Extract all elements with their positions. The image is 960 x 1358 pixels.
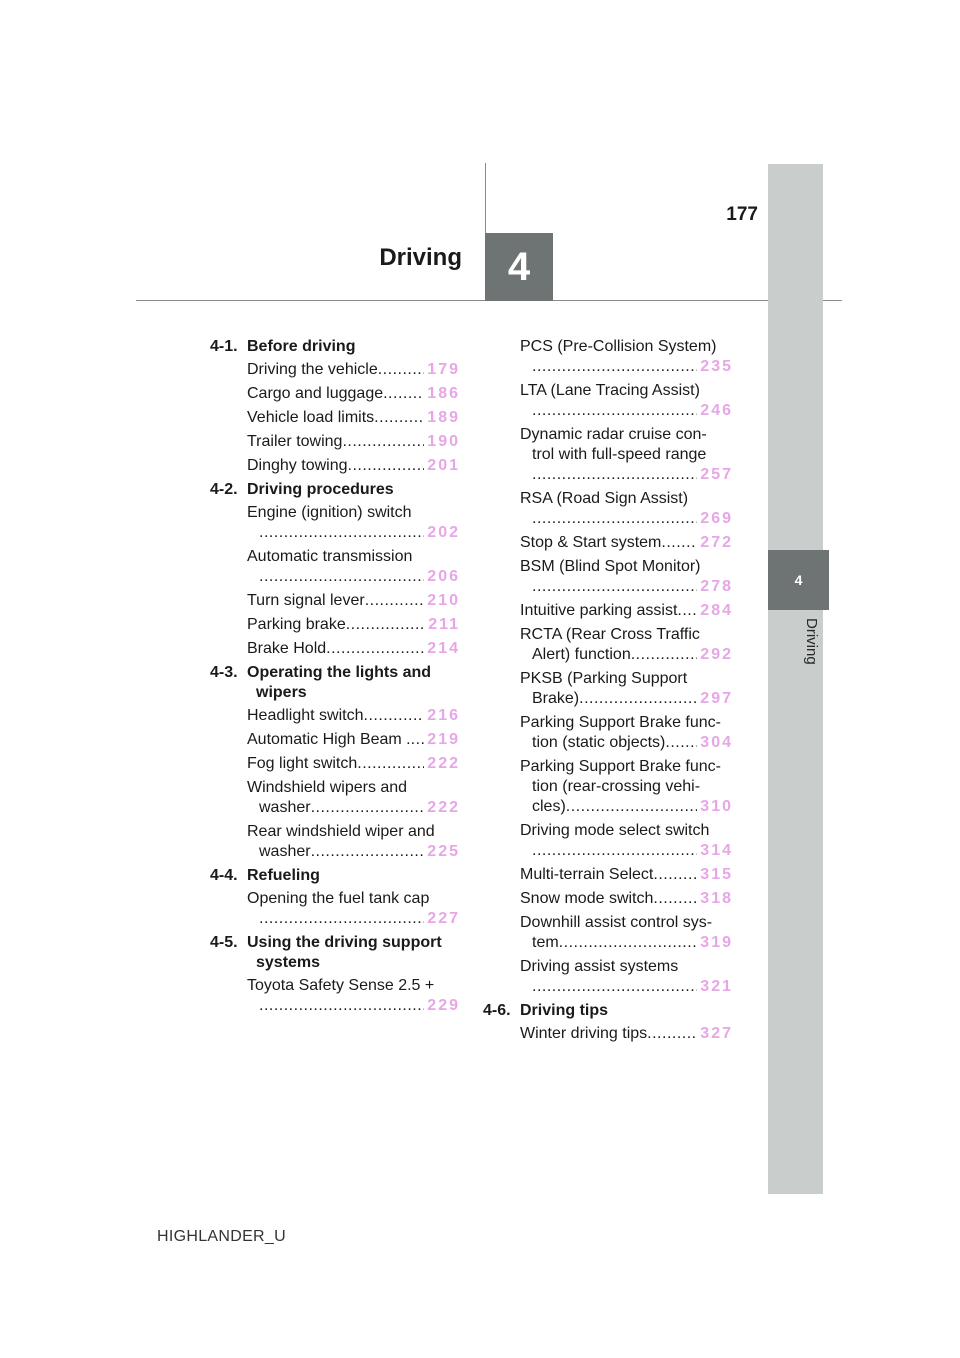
- toc-entry[interactable]: [483, 601, 733, 621]
- entry-leader-row: [520, 689, 733, 709]
- page-reference[interactable]: 219: [427, 731, 460, 748]
- entry-leader-row: [520, 889, 733, 909]
- entry-title-line: cles): [532, 798, 566, 815]
- page-reference[interactable]: 190: [427, 433, 460, 450]
- leader-dots: [532, 509, 697, 529]
- page-reference[interactable]: 310: [700, 798, 733, 815]
- entry-leader-row: [520, 865, 733, 885]
- toc-entry[interactable]: [483, 669, 733, 709]
- leader-dots: [383, 384, 424, 404]
- entry-title-line: PCS (Pre-Collision System): [520, 338, 717, 355]
- leader-dots: [378, 360, 425, 380]
- entry-leader-row: [247, 591, 460, 611]
- page-reference[interactable]: 211: [428, 616, 460, 633]
- chapter-title: Driving: [379, 244, 462, 271]
- entry-leader-row: [520, 797, 733, 817]
- section-number: 4-4.: [210, 867, 238, 884]
- toc-entry[interactable]: [210, 456, 460, 476]
- entry-title-line: Driving mode select switch: [520, 822, 710, 839]
- section-title: [247, 933, 460, 973]
- section-title: [247, 663, 460, 703]
- page-reference[interactable]: 186: [427, 385, 460, 402]
- entry-title-line: Intuitive parking assist: [520, 602, 678, 619]
- section-number: 4-6.: [483, 1002, 511, 1019]
- leader-dots: [665, 733, 697, 753]
- leader-dots: [259, 909, 424, 929]
- leader-dots: [653, 889, 697, 909]
- leader-dots: [311, 798, 425, 818]
- entry-title-line: tion (rear-crossing vehi-: [532, 778, 701, 795]
- entry-leader-row: [247, 909, 460, 929]
- entry-leader-row: [247, 384, 460, 404]
- leader-dots: [566, 797, 698, 817]
- leader-dots: [259, 996, 424, 1016]
- toc-entry[interactable]: [483, 425, 733, 485]
- page-reference[interactable]: 246: [700, 402, 733, 419]
- page-reference[interactable]: 257: [700, 466, 733, 483]
- leader-dots: [346, 615, 425, 635]
- section-title-line: Operating the lights and: [247, 664, 432, 681]
- entry-title-line: Parking Support Brake func-: [520, 758, 721, 775]
- toc-entry[interactable]: [210, 503, 460, 543]
- entry-leader-row: [247, 706, 460, 726]
- toc-entry[interactable]: [210, 615, 460, 635]
- page-reference[interactable]: 229: [427, 997, 460, 1014]
- entry-title-line: Rear windshield wiper and: [247, 823, 435, 840]
- leader-dots: [348, 456, 425, 476]
- leader-dots: [532, 577, 697, 597]
- toc-entry[interactable]: [483, 913, 733, 953]
- page-reference[interactable]: 214: [427, 640, 460, 657]
- leader-dots: [532, 841, 697, 861]
- section-title-line: Refueling: [247, 867, 320, 884]
- leader-dots: [311, 842, 425, 862]
- toc-section-heading: [483, 1001, 733, 1021]
- entry-title-line: Alert) function: [532, 646, 631, 663]
- leader-dots: [342, 432, 424, 452]
- leader-dots: [364, 706, 425, 726]
- entry-title-line: PKSB (Parking Support: [520, 670, 688, 687]
- entry-title-line: Headlight switch: [247, 707, 364, 724]
- toc-entry[interactable]: [483, 865, 733, 885]
- entry-leader-row: [520, 933, 733, 953]
- page-reference[interactable]: 179: [427, 361, 460, 378]
- toc-entry[interactable]: [210, 639, 460, 659]
- toc-section-heading: [210, 480, 460, 500]
- toc-entry[interactable]: [210, 360, 460, 380]
- leader-dots: [653, 865, 697, 885]
- toc-entry[interactable]: [210, 889, 460, 929]
- entry-leader-row: [520, 465, 733, 485]
- page-reference[interactable]: 278: [700, 578, 733, 595]
- page-reference[interactable]: 304: [700, 734, 733, 751]
- page-reference[interactable]: 201: [427, 457, 460, 474]
- section-number: 4-2.: [210, 481, 238, 498]
- toc-section-heading: [210, 663, 460, 703]
- entry-leader-row: [520, 357, 733, 377]
- leader-dots: [532, 401, 697, 421]
- section-number: 4-3.: [210, 664, 238, 681]
- toc-entry[interactable]: [483, 1024, 733, 1044]
- leader-dots: [532, 465, 697, 485]
- section-title-line: Before driving: [247, 338, 356, 355]
- entry-leader-row: [247, 754, 460, 774]
- side-tab-strip: [768, 164, 823, 1194]
- leader-dots: [647, 1024, 697, 1044]
- entry-leader-row: [520, 401, 733, 421]
- entry-leader-row: [520, 977, 733, 997]
- page-reference[interactable]: 225: [427, 843, 460, 860]
- page-reference[interactable]: 327: [700, 1025, 733, 1042]
- entry-title-line: Trailer towing: [247, 433, 343, 450]
- leader-dots: [326, 639, 424, 659]
- entry-title-line: Automatic High Beam .: [247, 731, 411, 748]
- entry-leader-row: [520, 577, 733, 597]
- entry-leader-row: [247, 408, 460, 428]
- page-reference[interactable]: 222: [427, 799, 460, 816]
- leader-dots: [374, 408, 424, 428]
- page-reference[interactable]: 284: [700, 602, 733, 619]
- page-reference[interactable]: 318: [700, 890, 733, 907]
- side-tab-label: Driving: [803, 618, 820, 665]
- toc-section-heading: [210, 933, 460, 973]
- entry-title-line: tion (static objects): [532, 734, 666, 751]
- entry-leader-row: [247, 523, 460, 543]
- leader-dots: [661, 533, 697, 553]
- page-reference[interactable]: 297: [700, 690, 733, 707]
- page-reference[interactable]: 314: [700, 842, 733, 859]
- entry-title-line: Cargo and luggage: [247, 385, 384, 402]
- toc-entry[interactable]: [210, 591, 460, 611]
- entry-title-line: LTA (Lane Tracing Assist): [520, 382, 700, 399]
- toc-entry[interactable]: [483, 557, 733, 597]
- chapter-number-box: 4: [485, 233, 553, 301]
- leader-dots: [532, 357, 697, 377]
- entry-title-line: Downhill assist control sys-: [520, 914, 713, 931]
- page-reference[interactable]: 235: [700, 358, 733, 375]
- entry-leader-row: [247, 639, 460, 659]
- page-reference[interactable]: 216: [427, 707, 460, 724]
- section-title: [247, 866, 460, 886]
- entry-title-line: Fog light switch: [247, 755, 358, 772]
- entry-title-line: Stop & Start system: [520, 534, 662, 551]
- page-number: 177: [726, 204, 758, 225]
- page-reference[interactable]: 319: [700, 934, 733, 951]
- entry-leader-row: [247, 798, 460, 818]
- entry-title-line: Brake Hold: [247, 640, 327, 657]
- section-title: [247, 480, 460, 500]
- toc-column-left: [210, 334, 460, 1020]
- toc-entry[interactable]: [210, 706, 460, 726]
- page-reference[interactable]: 292: [700, 646, 733, 663]
- entry-title-line: Automatic transmission: [247, 548, 413, 565]
- entry-leader-row: [247, 432, 460, 452]
- section-title-line: Using the driving support: [247, 934, 442, 951]
- toc-entry[interactable]: [483, 821, 733, 861]
- leader-dots: [259, 567, 424, 587]
- section-title-line: systems: [256, 954, 321, 971]
- leader-dots: [259, 523, 424, 543]
- page-reference[interactable]: 210: [427, 592, 460, 609]
- entry-leader-row: [247, 567, 460, 587]
- section-number: 4-5.: [210, 934, 238, 951]
- entry-title-line: Multi-terrain Select: [520, 866, 654, 883]
- entry-title-line: Engine (ignition) switch: [247, 504, 412, 521]
- section-title: [247, 337, 460, 357]
- entry-title-line: RSA (Road Sign Assist): [520, 490, 689, 507]
- entry-leader-row: [247, 456, 460, 476]
- toc-entry[interactable]: [483, 625, 733, 665]
- toc-entry[interactable]: [483, 489, 733, 529]
- page-reference[interactable]: 315: [700, 866, 733, 883]
- entry-title-line: tem: [532, 934, 559, 951]
- entry-leader-row: [247, 996, 460, 1016]
- toc-section-heading: [210, 337, 460, 357]
- page-reference[interactable]: 189: [427, 409, 460, 426]
- entry-leader-row: [520, 601, 733, 621]
- section-title-line: wipers: [256, 684, 307, 701]
- leader-dots: [677, 601, 697, 621]
- section-title-line: Driving procedures: [247, 481, 394, 498]
- entry-title-line: Dinghy towing: [247, 457, 348, 474]
- toc-entry[interactable]: [210, 778, 460, 818]
- toc-entry[interactable]: [483, 957, 733, 997]
- entry-title-line: Windshield wipers and: [247, 779, 408, 796]
- leader-dots: [559, 933, 698, 953]
- entry-title-line: RCTA (Rear Cross Traffic: [520, 626, 700, 643]
- entry-title-line: Opening the fuel tank cap: [247, 890, 430, 907]
- entry-title-line: Brake): [532, 690, 580, 707]
- entry-leader-row: [247, 615, 460, 635]
- entry-title-line: Vehicle load limits: [247, 409, 375, 426]
- toc-entry[interactable]: [210, 384, 460, 404]
- toc-section-heading: [210, 866, 460, 886]
- page-reference[interactable]: 272: [700, 534, 733, 551]
- leader-dots: [365, 591, 425, 611]
- leader-dots: [579, 689, 697, 709]
- leader-dots: [532, 977, 697, 997]
- entry-leader-row: [520, 509, 733, 529]
- toc-entry[interactable]: [483, 889, 733, 909]
- side-tab-number: 4: [768, 550, 829, 610]
- page-reference[interactable]: 222: [427, 755, 460, 772]
- toc-column-right: [483, 334, 733, 1048]
- entry-title-line: Winter driving tips: [520, 1025, 648, 1042]
- entry-title-line: Turn signal lever: [247, 592, 365, 609]
- leader-dots: [631, 645, 698, 665]
- entry-title-line: washer: [259, 843, 311, 860]
- leader-dots: [411, 730, 425, 750]
- toc-entry[interactable]: [210, 754, 460, 774]
- entry-title-line: Driving the vehicle: [247, 361, 378, 378]
- entry-title-line: washer: [259, 799, 311, 816]
- toc-entry[interactable]: [483, 533, 733, 553]
- page-reference[interactable]: 206: [427, 568, 460, 585]
- toc-entry[interactable]: [210, 432, 460, 452]
- toc-entry[interactable]: [483, 757, 733, 817]
- entry-title-line: Snow mode switch: [520, 890, 654, 907]
- entry-title-line: Parking Support Brake func-: [520, 714, 721, 731]
- toc-entry[interactable]: [210, 547, 460, 587]
- entry-leader-row: [520, 645, 733, 665]
- leader-dots: [357, 754, 424, 774]
- page-reference[interactable]: 202: [427, 524, 460, 541]
- entry-leader-row: [520, 841, 733, 861]
- toc-entry[interactable]: [483, 713, 733, 753]
- page-reference[interactable]: 269: [700, 510, 733, 527]
- toc-entry[interactable]: [483, 337, 733, 377]
- entry-title-line: Driving assist systems: [520, 958, 679, 975]
- entry-leader-row: [520, 1024, 733, 1044]
- toc-entry[interactable]: [483, 381, 733, 421]
- entry-title-line: trol with full-speed range: [532, 446, 707, 463]
- toc-entry[interactable]: [210, 822, 460, 862]
- entry-leader-row: [247, 730, 460, 750]
- entry-title-line: Toyota Safety Sense 2.5 +: [247, 977, 435, 994]
- entry-leader-row: [520, 733, 733, 753]
- entry-title-line: Dynamic radar cruise con-: [520, 426, 707, 443]
- entry-title-line: BSM (Blind Spot Monitor): [520, 558, 701, 575]
- toc-entry[interactable]: [210, 408, 460, 428]
- page-reference[interactable]: 321: [700, 978, 733, 995]
- entry-leader-row: [247, 842, 460, 862]
- section-title: [520, 1001, 733, 1021]
- entry-title-line: Parking brake: [247, 616, 346, 633]
- page-reference[interactable]: 227: [427, 910, 460, 927]
- section-number: 4-1.: [210, 338, 238, 355]
- footer-model-code: HIGHLANDER_U: [157, 1228, 286, 1245]
- section-title-line: Driving tips: [520, 1002, 609, 1019]
- entry-leader-row: [520, 533, 733, 553]
- entry-leader-row: [247, 360, 460, 380]
- toc-entry[interactable]: [210, 730, 460, 750]
- toc-entry[interactable]: [210, 976, 460, 1016]
